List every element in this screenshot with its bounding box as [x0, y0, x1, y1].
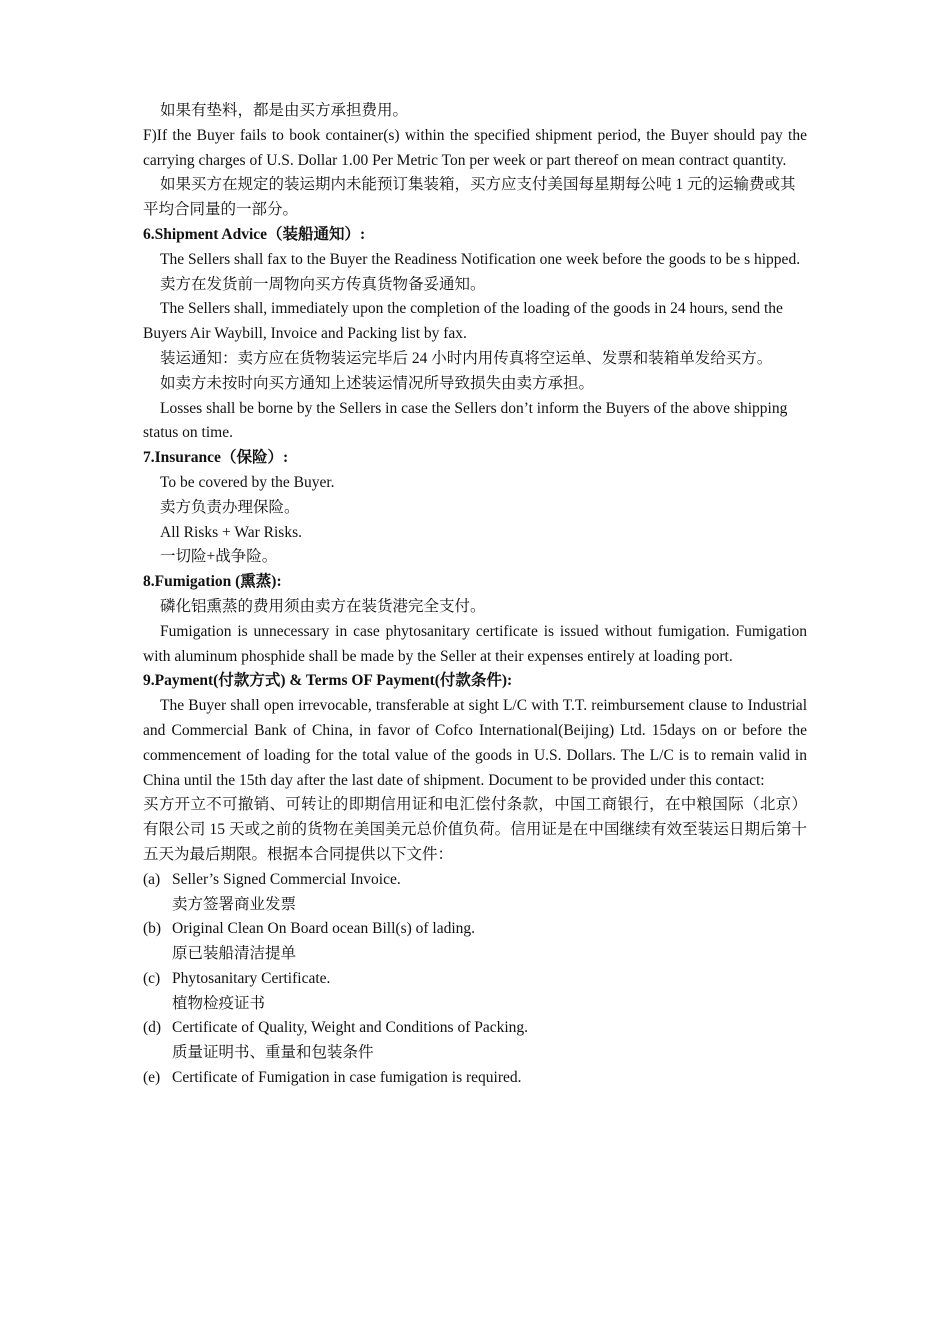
paragraph: 如果有垫料，都是由买方承担费用。 — [160, 102, 409, 119]
list-item-translation: 植物检疫证书 — [172, 994, 266, 1012]
section-heading-payment: 9.Payment(付款方式) & Terms OF Payment(付款条件): — [143, 672, 513, 690]
document-list-item — [143, 917, 807, 942]
list-item-translation: 原已装船清洁提单 — [172, 945, 297, 963]
section-heading-shipment-advice: 6.Shipment Advice（装船通知）: — [143, 225, 366, 243]
document-list-item — [143, 967, 807, 992]
paragraph: 一切险+战争险。 — [160, 548, 278, 566]
paragraph: 如卖方未按时向买方通知上述装运情况所导致损失由卖方承担。 — [160, 374, 595, 392]
paragraph: 买方开立不可撤销、可转让的即期信用证和电汇偿付条款，中国工商银行，在中粮国际（北京）有限公司 15 天或之前的货物在美国美元总价值负荷。信用证是在中国继续有效至装运日期后第十五天为最后期限。根据本合同提供以下文件： — [143, 796, 807, 863]
paragraph: 磷化铝熏蒸的费用须由卖方在装货港完全支付。 — [160, 597, 486, 615]
paragraph: The Sellers shall, immediately upon the completion of the loading of the goods in 24 hours, send the Buyers Air Waybill, Invoice and Packing list by fax. — [143, 300, 783, 343]
document-body — [143, 99, 807, 1091]
section-heading-fumigation: 8.Fumigation (熏蒸): — [143, 573, 282, 591]
paragraph: 卖方负责办理保险。 — [160, 498, 300, 516]
list-item-text: Phytosanitary Certificate. — [172, 969, 331, 987]
paragraph: The Buyer shall open irrevocable, transferable at sight L/C with T.T. reimbursement clause to Industrial and Commercial Bank of China, in favor of Cofco International(Beijing) Ltd. 15days on or before the commencement of loading for the total value of the goods in U.S. Dollars. The L/C is to remain valid in China until the 15th day after the last date of shipment. Document to be provided under this contact: — [143, 697, 807, 789]
list-item-translation: 质量证明书、重量和包装条件 — [172, 1044, 374, 1062]
document-list-item — [143, 1016, 807, 1041]
paragraph: Losses shall be borne by the Sellers in case the Sellers don’t inform the Buyers of the above shipping status on time. — [143, 399, 788, 442]
list-marker: (a) — [143, 870, 161, 888]
document-list-item — [143, 1066, 807, 1091]
list-marker: (d) — [143, 1019, 162, 1037]
paragraph: 卖方在发货前一周物向买方传真货物备妥通知。 — [160, 275, 486, 293]
paragraph: 装运通知：卖方应在货物装运完毕后 24 小时内用传真将空运单、发票和装箱单发给买方。 — [160, 349, 773, 367]
list-marker: (c) — [143, 969, 161, 987]
list-item-text: Original Clean On Board ocean Bill(s) of lading. — [172, 920, 476, 938]
paragraph: Fumigation is unnecessary in case phytosanitary certificate is issued without fumigation. Fumigation with aluminum phosphide shall be made by the Seller at their expenses entirely at loading port. — [143, 622, 807, 665]
list-marker: (b) — [143, 920, 162, 938]
list-marker: (e) — [143, 1069, 161, 1087]
document-list-item — [143, 868, 807, 893]
paragraph: 如果买方在规定的装运期内未能预订集装箱，买方应支付美国每星期每公吨 1 元的运输费或其平均合同量的一部分。 — [143, 176, 796, 219]
list-item-text: Certificate of Quality, Weight and Conditions of Packing. — [172, 1019, 529, 1037]
paragraph: To be covered by the Buyer. — [160, 473, 335, 491]
list-item-translation: 卖方签署商业发票 — [172, 895, 297, 913]
paragraph: F)If the Buyer fails to book container(s) within the specified shipment period, the Buyer should pay the carrying charges of U.S. Dollar 1.00 Per Metric Ton per week or part thereof on mean contract quantity. — [143, 126, 807, 169]
list-item-text: Seller’s Signed Commercial Invoice. — [172, 870, 401, 888]
paragraph: The Sellers shall fax to the Buyer the Readiness Notification one week before the goods to be s hipped. — [160, 250, 801, 268]
paragraph: All Risks + War Risks. — [160, 523, 302, 541]
section-heading-insurance: 7.Insurance（保险）: — [143, 449, 289, 467]
list-item-text: Certificate of Fumigation in case fumigation is required. — [172, 1069, 522, 1087]
